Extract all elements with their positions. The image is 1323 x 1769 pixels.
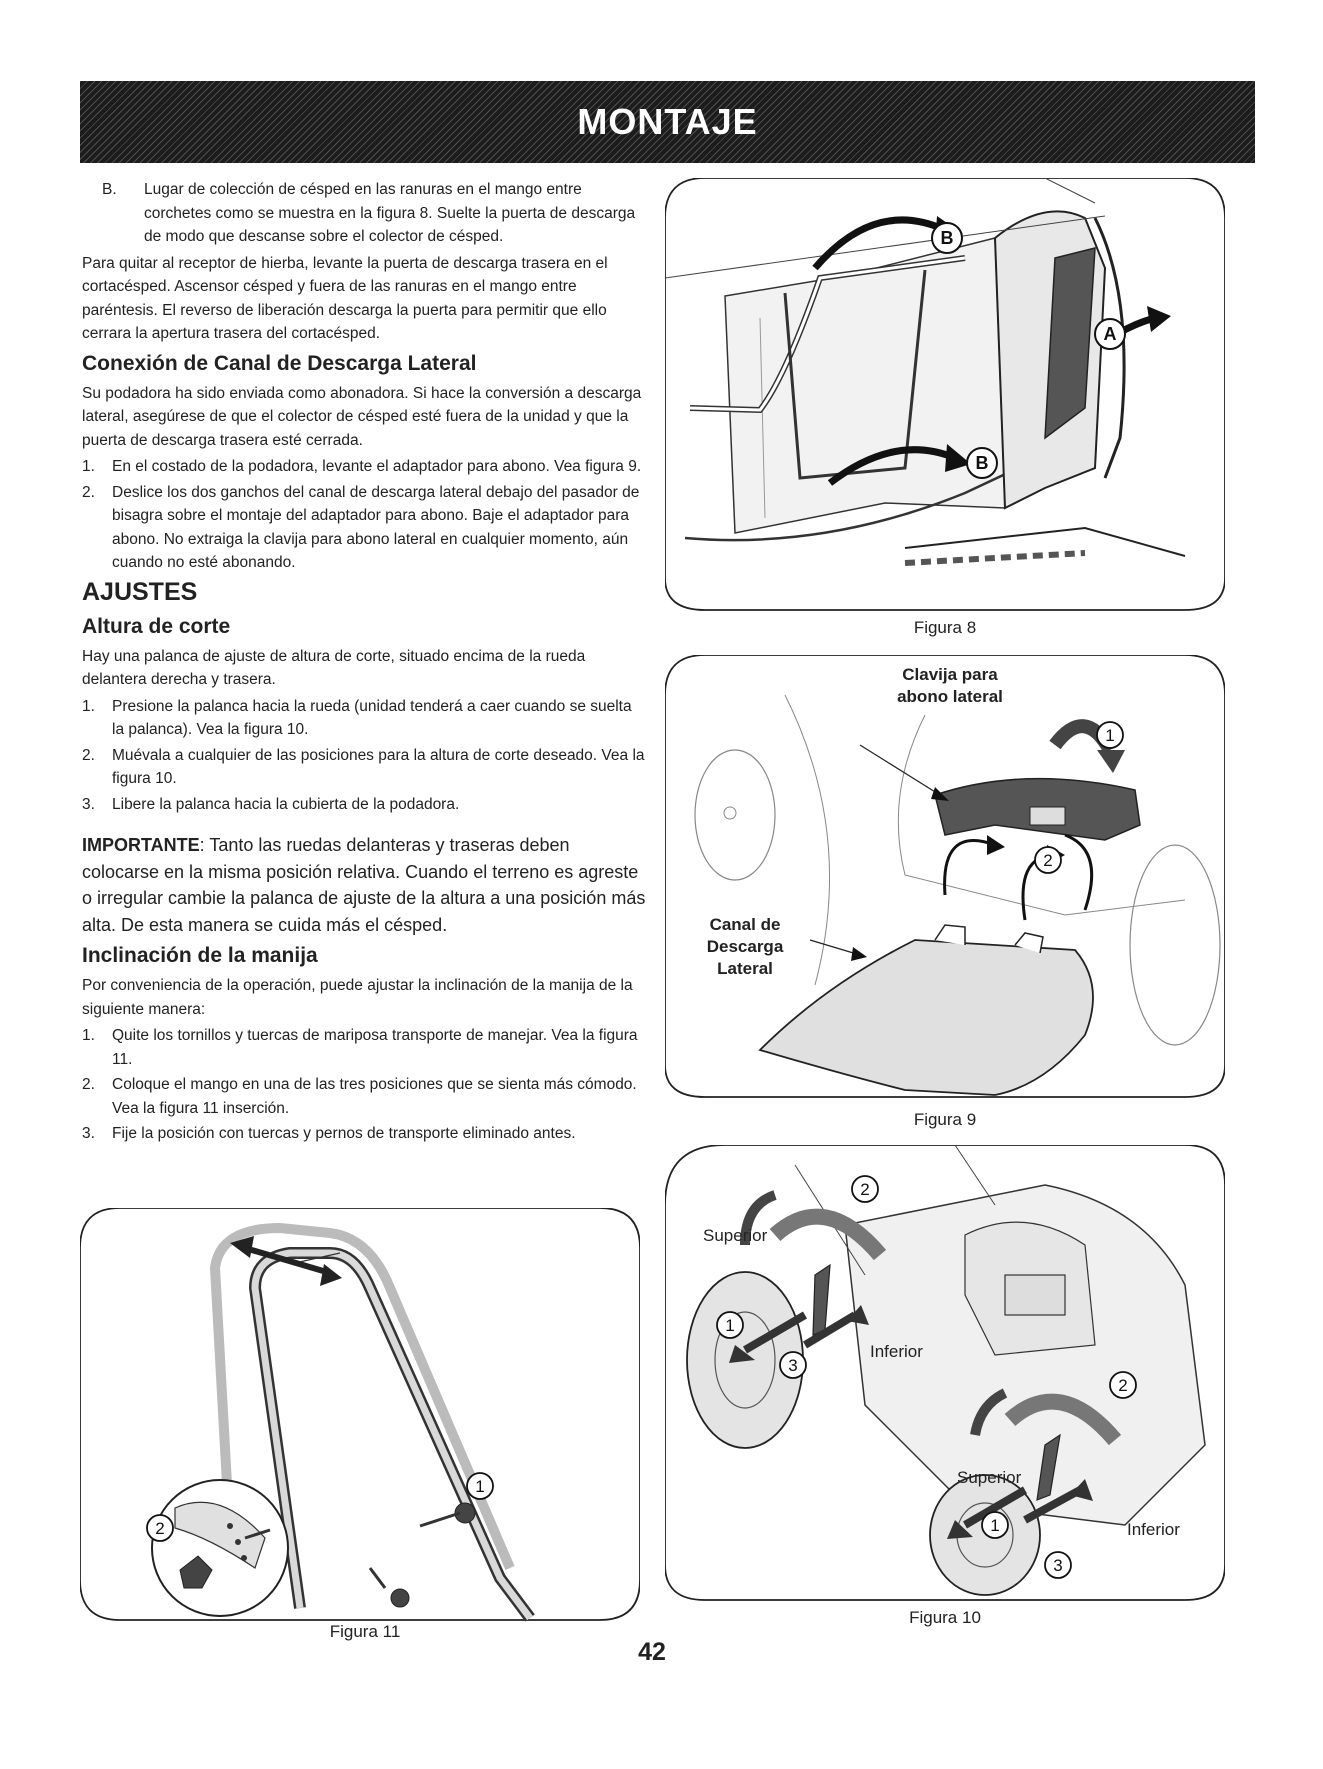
callout-2-rear: 2 [860,1180,870,1199]
figure-10-caption: Figura 10 [909,1608,981,1627]
section-title: MONTAJE [577,101,758,142]
list-number: 2. [82,483,95,501]
list-text: Muévala a cualquier de las posiciones para la altura de corte deseado. Vea la figura 10. [112,746,645,787]
paragraph-remove-catcher: Para quitar al receptor de hierba, levante la puerta de descarga trasera en el cortacésped. Ascensor césped y fuera de las ranuras en el mango entre paréntesis. El reverso de liberación descarga la puerta para permitir que ello cerrara la apertura trasera del cortacésped. [82,254,608,342]
list-text: Quite los tornillos y tuercas de mariposa transporte de manejar. Vea la figura 11. [112,1027,638,1068]
figure-10 [665,1145,1225,1605]
left-column [82,178,647,1148]
callout-2-front: 2 [1118,1376,1128,1395]
page-number: 42 [638,1638,666,1666]
paragraph-cut-height-intro: Hay una palanca de ajuste de altura de corte, situado encima de la rueda delantera derecha y trasera. [82,647,586,688]
step-b [102,178,647,249]
list-item [82,455,647,479]
heading-cut-height: Altura de corte [82,614,231,638]
callout-1-front: 1 [990,1516,1000,1535]
heading-side-discharge: Conexión de Canal de Descarga Lateral [82,351,477,375]
heading-handle-tilt: Inclinación de la manija [82,944,318,967]
heading-ajustes: AJUSTES [82,577,198,606]
label-chute-line1: Canal de [709,915,781,934]
list-item [82,744,647,791]
important-label: IMPORTANTE [82,835,200,855]
callout-1-rear: 1 [725,1316,735,1335]
figure-11-illustration [80,1208,640,1623]
callout-3-front: 3 [1053,1556,1063,1575]
figure-8 [665,178,1225,618]
list-item [82,481,647,575]
callout-3-rear: 3 [788,1356,798,1375]
list-item [82,793,647,817]
label-inferior-rear: Inferior [870,1342,923,1361]
list-number: 3. [82,1125,95,1142]
callout-a: A [1103,324,1117,344]
list-text: Fije la posición con tuercas y pernos de transporte eliminado antes. [112,1125,576,1142]
list-number: 2. [82,1076,95,1093]
list-text: Deslice los dos ganchos del canal de descarga lateral debajo del pasador de bisagra sobre el montaje del adaptador para abono. Baje el adaptador para abono. No extraiga la clavija para abono lateral en cualquier momento, aún cuando no esté abonando. [112,483,640,571]
step-text: Lugar de colección de césped en las ranuras en el mango entre corchetes como se muestra en la figura 8. Suelte la puerta de descarga de modo que descanse sobre el colector de césped. [144,181,636,245]
list-text: Libere la palanca hacia la cubierta de la podadora. [112,795,460,813]
callout-1: 1 [475,1477,485,1496]
list-text: Coloque el mango en una de las tres posiciones que se sienta más cómodo. Vea la figura 11 inserción. [112,1076,637,1117]
list-item [82,1122,647,1146]
step-letter: B. [102,181,117,198]
list-item [82,1073,647,1120]
label-superior-rear: Superior [703,1226,768,1245]
paragraph-handle-tilt-intro: Por conveniencia de la operación, puede ajustar la inclinación de la manija de la siguiente manera: [82,977,633,1018]
list-number: 3. [82,795,95,813]
figure-9 [665,655,1225,1105]
label-chute-line3: Lateral [717,959,773,978]
figure-10-illustration [665,1145,1225,1605]
figure-9-illustration [665,655,1225,1105]
list-number: 1. [82,458,95,475]
label-superior-front: Superior [957,1468,1022,1487]
callout-2: 2 [155,1519,165,1538]
list-text: En el costado de la podadora, levante el adaptador para abono. Vea figura 9. [112,458,642,475]
list-number: 1. [82,697,95,715]
figure-8-caption: Figura 8 [913,618,977,637]
callout-2: 2 [1043,851,1053,870]
callout-b-bottom: B [975,453,989,473]
list-number: 2. [82,746,95,764]
label-chute-line2: Descarga [706,937,784,956]
figure-11 [80,1208,640,1623]
label-plug-line2: abono lateral [897,687,1003,706]
list-item [82,695,647,742]
figure-8-illustration [665,178,1225,618]
label-plug-line1: Clavija para [902,665,998,684]
section-banner [80,81,1255,163]
figure-11-caption: Figura 11 [329,1622,401,1641]
figure-9-caption: Figura 9 [913,1110,977,1129]
paragraph-important [82,832,647,938]
list-text: Presione la palanca hacia la rueda (unidad tenderá a caer cuando se suelta la palanca). Vea la figura 10. [112,697,632,738]
list-number: 1. [82,1027,95,1044]
callout-b-top: B [940,228,954,248]
callout-1: 1 [1105,726,1115,745]
paragraph-side-discharge-intro: Su podadora ha sido enviada como abonadora. Si hace la conversión a descarga lateral, asegúrese de que el colector de césped esté fuera de la unidad y que la puerta de descarga trasera esté cerrada. [82,384,642,449]
list-item [82,1024,647,1071]
label-inferior-front: Inferior [1127,1520,1180,1539]
important-text: : Tanto las ruedas delanteras y traseras deben colocarse en la misma posición relativa. Cuando el terreno es agreste o irregular cambie la palanca de ajuste de la altura a una posición más alta. De esta manera se cuida más el césped. [82,835,646,935]
